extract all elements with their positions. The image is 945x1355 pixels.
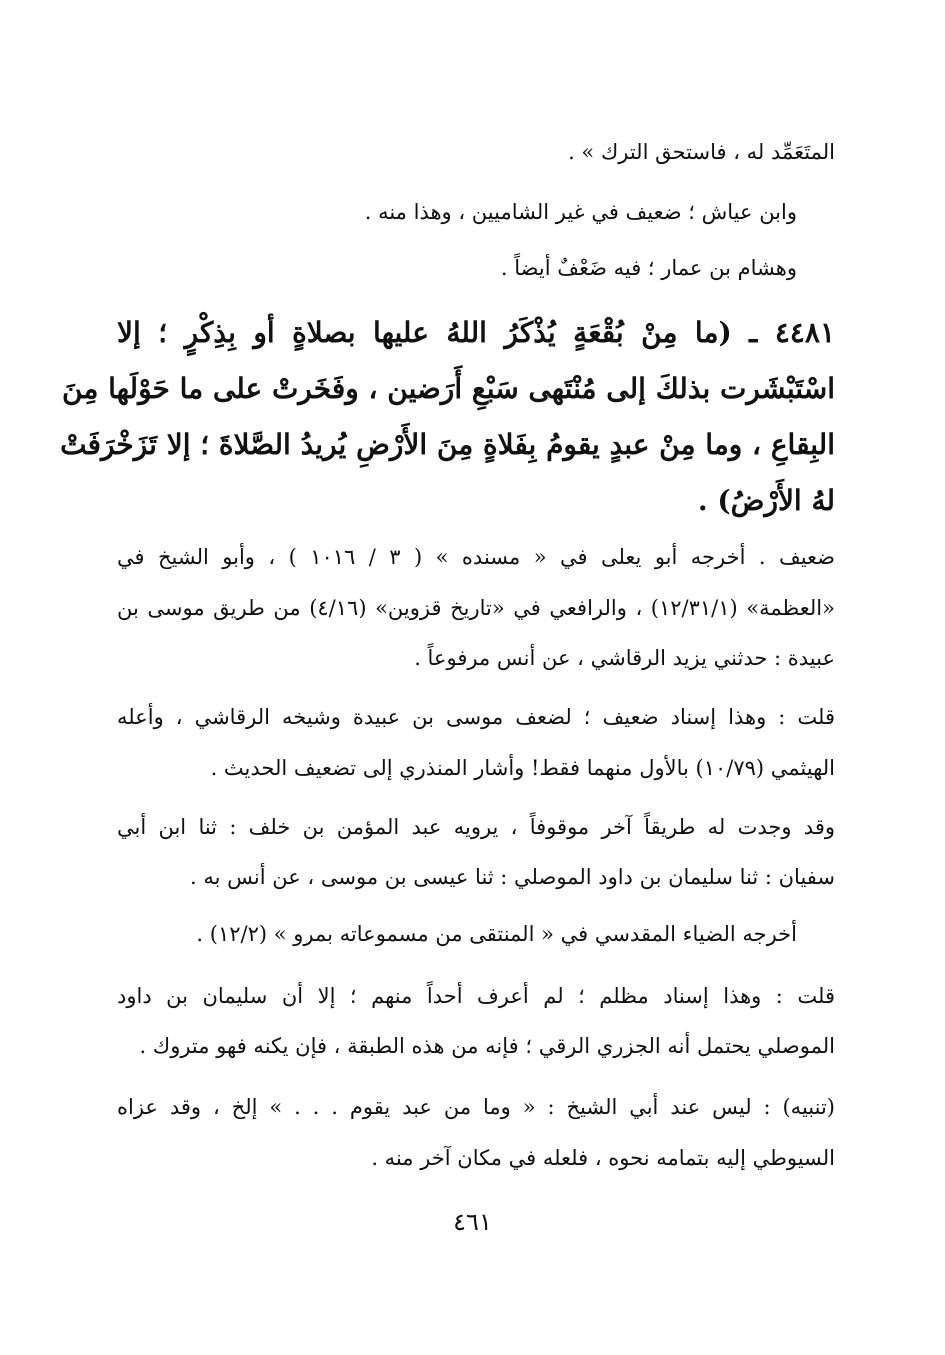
hadith-line: البِقاعِ ، وما مِنْ عبدٍ يقومُ بِفَلاةٍ مِنَ الأَرْضِ يُريدُ الصَّلاةَ ؛ إلا تَزَخْرَفَتْ xyxy=(60,428,835,461)
text-line: قلت : وهذا إسناد مظلم ؛ لم أعرف أحداً منهم ؛ إلا أن سليمان بن داود xyxy=(117,984,835,1008)
text-line: وهشام بن عمار ؛ فيه ضَعْفٌ أيضاً . xyxy=(500,256,797,280)
text-line: قلت : وهذا إسناد ضعيف ؛ لضعف موسى بن عبيدة وشيخه الرقاشي ، وأعله xyxy=(117,705,835,729)
text-line: السيوطي إليه بتمامه نحوه ، فلعله في مكان آخر منه . xyxy=(371,1146,835,1170)
text-line: عبيدة : حدثني يزيد الرقاشي ، عن أنس مرفوعاً . xyxy=(414,646,835,670)
text-line: «العظمة» (١٢/٣١/١) ، والرافعي في «تاريخ قزوين» (٤/١٦) من طريق موسى بن xyxy=(117,596,835,620)
text-line: الهيثمي (١٠/٧٩) بالأول منهما فقط! وأشار المنذري إلى تضعيف الحديث . xyxy=(210,756,835,780)
hadith-line: اسْتَبْشَرت بذلكَ إلى مُنْتَهى سَبْعِ أَرَضين ، وفَخَرتْ على ما حَوْلَها مِنَ xyxy=(62,372,835,405)
text-line: المتَعَمِّد له ، فاستحق الترك » . xyxy=(568,140,835,164)
text-line: سفيان : ثنا سليمان بن داود الموصلي : ثنا عيسى بن موسى ، عن أنس به . xyxy=(189,865,835,889)
hadith-line: ٤٤٨١ ـ (ما مِنْ بُقْعَةٍ يُذْكَرُ اللهُ عليها بصلاةٍ أو بِذِكْرٍ ؛ إلا xyxy=(117,316,835,349)
page-number: ٤٦١ xyxy=(453,1208,492,1236)
text-line: الموصلي يحتمل أنه الجزري الرقي ؛ فإنه من هذه الطبقة ، فإن يكنه فهو متروك . xyxy=(139,1034,835,1058)
text-line: ضعيف . أخرجه أبو يعلى في « مسنده » ( ٣ / ١٠١٦ ) ، وأبو الشيخ في xyxy=(117,545,836,569)
hadith-line: لهُ الأَرْضُ) . xyxy=(697,484,835,517)
text-line: وقد وجدت له طريقاً آخر موقوفاً ، يرويه عبد المؤمن بن خلف : ثنا ابن أبي xyxy=(117,815,835,839)
text-line: أخرجه الضياء المقدسي في « المنتقى من مسموعاته بمرو » (١٢/٢) . xyxy=(196,922,797,946)
text-line: وابن عياش ؛ ضعيف في غير الشاميين ، وهذا منه . xyxy=(364,200,797,224)
text-line: (تنبيه) : ليس عند أبي الشيخ : « وما من عبد يقوم . . . » إلخ ، وقد عزاه xyxy=(117,1095,835,1119)
